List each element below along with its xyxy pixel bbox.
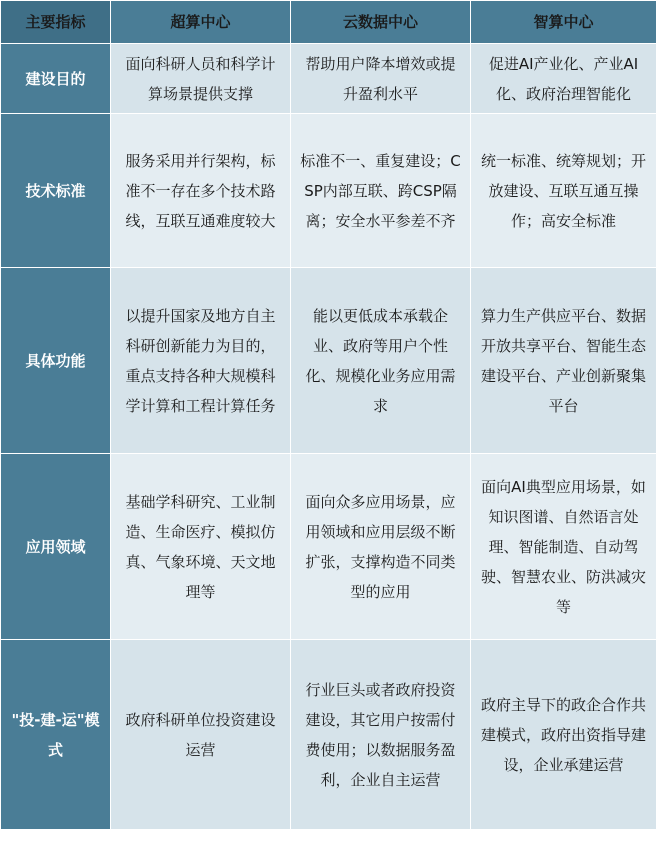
- table-row: [1, 640, 657, 830]
- table-cell: 行业巨头或者政府投资建设，其它用户按需付费使用；以数据服务盈利，企业自主运营: [291, 640, 471, 830]
- table-cell: 面向众多应用场景，应用领域和应用层级不断扩张，支撑构造不同类型的应用: [291, 454, 471, 640]
- table-row: [1, 44, 657, 114]
- row-label-standards: 技术标准: [1, 114, 111, 268]
- table-cell: 帮助用户降本增效或提升盈利水平: [291, 44, 471, 114]
- table-row: [1, 268, 657, 454]
- table-cell: 统一标准、统筹规划；开放建设、互联互通互操作；高安全标准: [471, 114, 657, 268]
- table-cell: 以提升国家及地方自主科研创新能力为目的，重点支持各种大规模科学计算和工程计算任务: [111, 268, 291, 454]
- header-supercomputing-center: 超算中心: [111, 1, 291, 44]
- header-intelligent-computing-center: 智算中心: [471, 1, 657, 44]
- header-cloud-data-center: 云数据中心: [291, 1, 471, 44]
- row-label-functions: 具体功能: [1, 268, 111, 454]
- table-cell: 标准不一、重复建设；CSP内部互联、跨CSP隔离；安全水平参差不齐: [291, 114, 471, 268]
- table-row: [1, 454, 657, 640]
- table-cell: 促进AI产业化、产业AI化、政府治理智能化: [471, 44, 657, 114]
- table-cell: 能以更低成本承载企业、政府等用户个性化、规模化业务应用需求: [291, 268, 471, 454]
- table-cell: 政府科研单位投资建设运营: [111, 640, 291, 830]
- table-row: [1, 114, 657, 268]
- header-indicator: 主要指标: [1, 1, 111, 44]
- table-cell: 算力生产供应平台、数据开放共享平台、智能生态建设平台、产业创新聚集平台: [471, 268, 657, 454]
- table-cell: 政府主导下的政企合作共建模式，政府出资指导建设，企业承建运营: [471, 640, 657, 830]
- row-label-purpose: 建设目的: [1, 44, 111, 114]
- row-label-invest-build-operate: "投-建-运"模式: [1, 640, 111, 830]
- table-cell: 面向科研人员和科学计算场景提供支撑: [111, 44, 291, 114]
- table-cell: 基础学科研究、工业制造、生命医疗、模拟仿真、气象环境、天文地理等: [111, 454, 291, 640]
- table-cell: 服务采用并行架构，标准不一存在多个技术路线，互联互通难度较大: [111, 114, 291, 268]
- header-row: [1, 1, 657, 44]
- row-label-applications: 应用领域: [1, 454, 111, 640]
- table-cell: 面向AI典型应用场景，如知识图谱、自然语言处理、智能制造、自动驾驶、智慧农业、防洪减灾等: [471, 454, 657, 640]
